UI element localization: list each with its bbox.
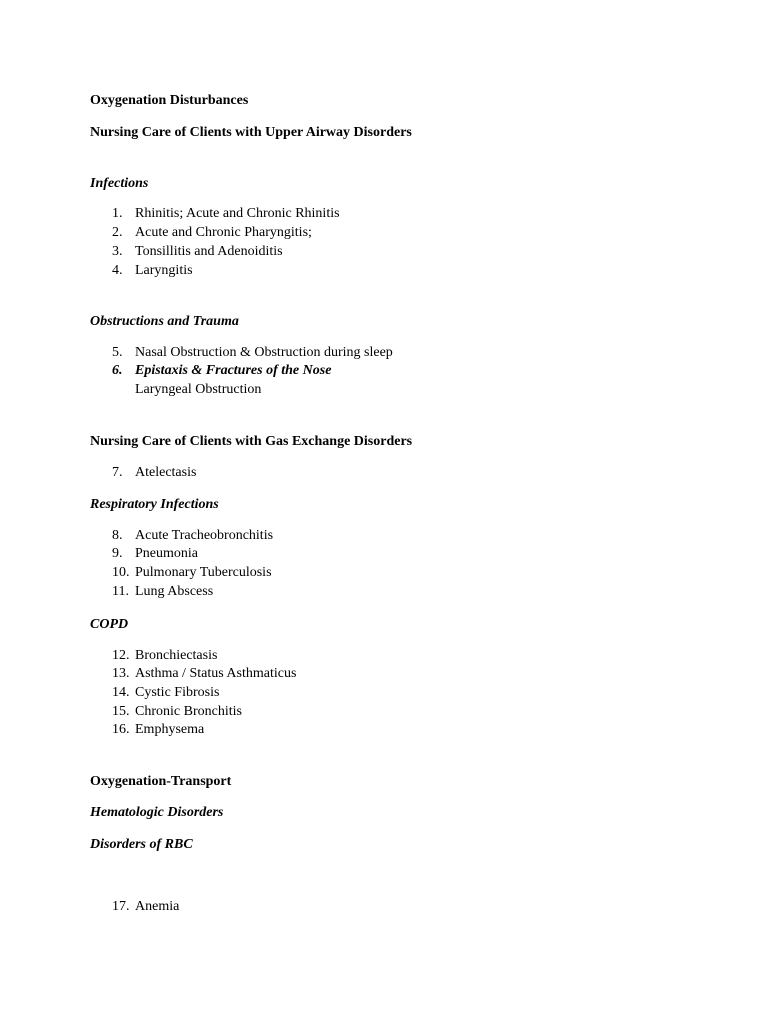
list-item xyxy=(0,465,768,483)
list-number: 11. xyxy=(112,584,129,599)
list-item xyxy=(0,206,768,224)
subheading-infections: Infections xyxy=(90,176,149,191)
list-item xyxy=(0,363,768,381)
list-text: Lung Abscess xyxy=(135,584,214,599)
list-item xyxy=(0,225,768,243)
list-item xyxy=(0,345,768,363)
list-number: 17. xyxy=(112,899,130,914)
list-item xyxy=(0,528,768,546)
list-text: Emphysema xyxy=(135,722,205,737)
list-number: 5. xyxy=(112,345,123,360)
list-text: Laryngeal Obstruction xyxy=(135,382,262,397)
list-text: Cystic Fibrosis xyxy=(135,685,220,700)
list-item xyxy=(0,704,768,722)
list-text: Laryngitis xyxy=(135,263,193,278)
list-number: 8. xyxy=(112,528,123,543)
list-text: Epistaxis & Fractures of the Nose xyxy=(135,363,332,378)
list-item xyxy=(0,666,768,684)
list-text: Pulmonary Tuberculosis xyxy=(135,565,272,580)
list-text: Tonsillitis and Adenoiditis xyxy=(135,244,283,259)
list-text: Acute and Chronic Pharyngitis; xyxy=(135,225,312,240)
list-text: Nasal Obstruction & Obstruction during sleep xyxy=(135,345,393,360)
list-number: 3. xyxy=(112,244,123,259)
list-number: 9. xyxy=(112,546,123,561)
list-text: Pneumonia xyxy=(135,546,198,561)
document-title: Oxygenation Disturbances xyxy=(90,93,249,108)
list-number: 13. xyxy=(112,666,130,681)
list-item xyxy=(0,263,768,281)
list-text: Acute Tracheobronchitis xyxy=(135,528,274,543)
list-item xyxy=(0,584,768,602)
list-number: 1. xyxy=(112,206,123,221)
list-text: Rhinitis; Acute and Chronic Rhinitis xyxy=(135,206,340,221)
subheading-obstructions: Obstructions and Trauma xyxy=(90,314,239,329)
list-number: 10. xyxy=(112,565,130,580)
list-number: 6. xyxy=(112,363,123,378)
list-item xyxy=(0,244,768,262)
list-number: 7. xyxy=(112,465,123,480)
list-item xyxy=(0,648,768,666)
list-number: 15. xyxy=(112,704,130,719)
subheading-rbc: Disorders of RBC xyxy=(90,837,193,852)
list-number: 2. xyxy=(112,225,123,240)
list-text: Asthma / Status Asthmaticus xyxy=(135,666,297,681)
list-number: 4. xyxy=(112,263,123,278)
section-heading-gas-exchange: Nursing Care of Clients with Gas Exchange Disorders xyxy=(90,434,413,449)
section-heading-oxygenation-transport: Oxygenation-Transport xyxy=(90,774,232,789)
list-text: Anemia xyxy=(135,899,180,914)
list-item xyxy=(0,546,768,564)
list-text: Bronchiectasis xyxy=(135,648,218,663)
list-item xyxy=(0,899,768,917)
list-item xyxy=(0,685,768,703)
list-item xyxy=(0,565,768,583)
subheading-hematologic: Hematologic Disorders xyxy=(90,805,224,820)
list-number: 14. xyxy=(112,685,130,700)
section-heading-upper-airway: Nursing Care of Clients with Upper Airway Disorders xyxy=(90,125,412,140)
list-item xyxy=(0,722,768,740)
list-number: 16. xyxy=(112,722,130,737)
list-text: Atelectasis xyxy=(135,465,197,480)
subheading-respiratory-infections: Respiratory Infections xyxy=(90,497,219,512)
list-item xyxy=(0,382,768,400)
list-number: 12. xyxy=(112,648,130,663)
list-text: Chronic Bronchitis xyxy=(135,704,242,719)
subheading-copd: COPD xyxy=(90,617,129,632)
